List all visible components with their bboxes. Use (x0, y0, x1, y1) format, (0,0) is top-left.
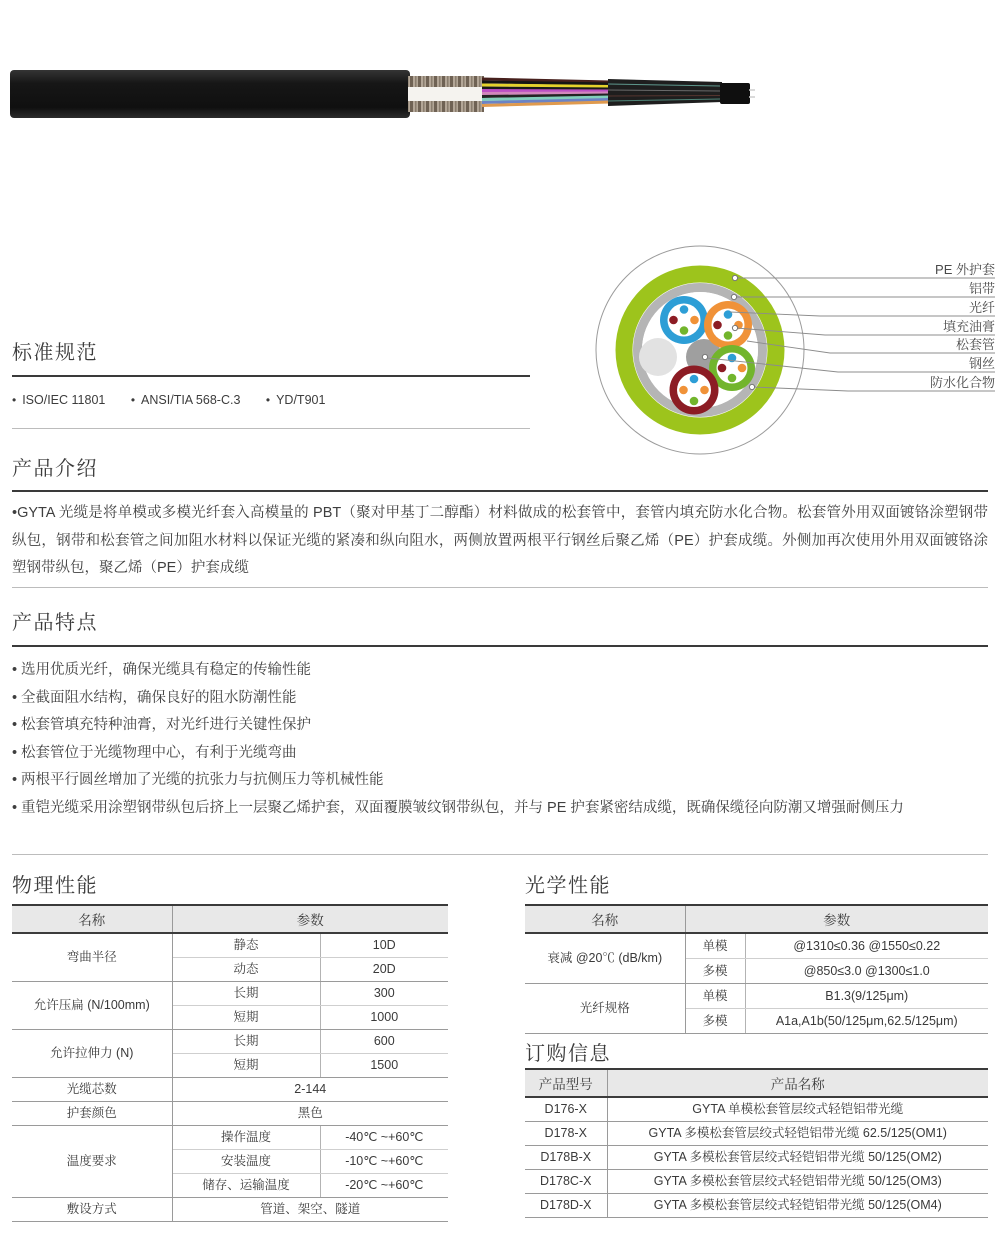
row-header: 允许拉伸力 (N) (12, 1030, 172, 1078)
row-header: 允许压扁 (N/100mm) (12, 982, 172, 1030)
diagram-label-water-blocking: 防水化合物 (929, 375, 995, 390)
table-cell: 黑色 (172, 1102, 448, 1126)
table-cell: 1000 (320, 1006, 448, 1030)
table-cell: 静态 (172, 933, 320, 958)
table-cell: 操作温度 (172, 1126, 320, 1150)
cable-photo (10, 64, 755, 126)
product-name: GYTA 多模松套管层绞式轻铠铝带光缆 50/125(OM2) (607, 1146, 988, 1170)
optical-table (525, 904, 988, 1034)
row-header: 温度要求 (12, 1126, 172, 1198)
cable-jacket (10, 70, 410, 118)
standard-item: • YD/T901 (266, 393, 326, 407)
ordering-table (525, 1068, 988, 1218)
product-name: GYTA 多模松套管层绞式轻铠铝带光缆 62.5/125(OM1) (607, 1122, 988, 1146)
introduction-title: 产品介绍 (12, 458, 98, 480)
product-model: D176-X (525, 1097, 607, 1122)
diagram-label-fiber: 光纤 (968, 300, 995, 315)
product-model: D178C-X (525, 1170, 607, 1194)
ordering-title: 订购信息 (525, 1043, 611, 1065)
row-header: 弯曲半径 (12, 933, 172, 982)
standards-title: 标准规范 (12, 342, 98, 364)
table-cell: -20℃ ~+60℃ (320, 1174, 448, 1198)
column-header: 参数 (172, 905, 448, 933)
column-header: 名称 (525, 905, 685, 933)
table-cell: 600 (320, 1030, 448, 1054)
table-cell: 2-144 (172, 1078, 448, 1102)
table-cell: 10D (320, 933, 448, 958)
column-header: 产品型号 (525, 1069, 607, 1097)
cable-armor (408, 76, 484, 112)
features-list (12, 657, 988, 822)
physical-table (12, 904, 448, 1222)
cable-fibers (482, 79, 610, 106)
table-cell: 管道、架空、隧道 (172, 1198, 448, 1222)
introduction-body: •GYTA 光缆是将单模或多模光纤套入高模量的 PBT（聚对甲基丁二醇酯）材料做成的松套管中，套管内填充防水化合物。松套管外用双面镀铬涂塑钢带纵包，钢带和松套管之间加阻水材料以保证光缆的紧凑和纵向阻水，两侧放置两根平行钢丝后聚乙烯（PE）护套成缆。外侧加再次使用外用双面镀铬涂塑钢带纵包，聚乙烯（PE）护套成缆 (12, 505, 988, 576)
physical-title: 物理性能 (12, 875, 98, 897)
product-model: D178-X (525, 1122, 607, 1146)
table-cell: 动态 (172, 958, 320, 982)
table-cell: 长期 (172, 1030, 320, 1054)
row-header: 光纤规格 (525, 984, 685, 1034)
product-name: GYTA 多模松套管层绞式轻铠铝带光缆 50/125(OM3) (607, 1170, 988, 1194)
column-header: 名称 (12, 905, 172, 933)
diagram-label-steel-wire: 钢丝 (968, 356, 995, 371)
table-cell: 短期 (172, 1054, 320, 1078)
table-cell: 单模 (685, 933, 745, 959)
row-header: 光缆芯数 (12, 1078, 172, 1102)
product-model: D178D-X (525, 1194, 607, 1218)
diagram-label-filling-gel: 填充油膏 (942, 319, 995, 334)
table-cell: 安装温度 (172, 1150, 320, 1174)
table-cell: 多模 (685, 959, 745, 984)
table-cell: B1.3(9/125μm) (745, 984, 988, 1009)
table-cell: @1310≤0.36 @1550≤0.22 (745, 933, 988, 959)
product-name: GYTA 多模松套管层绞式轻铠铝带光缆 50/125(OM4) (607, 1194, 988, 1218)
diagram-label-aluminum-tape: 铝带 (968, 281, 995, 296)
rule (12, 587, 988, 588)
optical-title: 光学性能 (525, 875, 611, 897)
column-header: 参数 (685, 905, 988, 933)
column-header: 产品名称 (607, 1069, 988, 1097)
standard-item: • ISO/IEC 11801 (12, 393, 105, 407)
feature-item: • 松套管位于光缆物理中心，有利于光缆弯曲 (12, 740, 988, 768)
cable-end-cap (720, 83, 750, 104)
row-header: 护套颜色 (12, 1102, 172, 1126)
table-cell: 多模 (685, 1009, 745, 1034)
features-title: 产品特点 (12, 612, 98, 634)
steel-wire-light (639, 338, 677, 376)
rule (12, 375, 530, 377)
rule (12, 645, 988, 647)
cable-strands (608, 79, 722, 106)
table-cell: 短期 (172, 1006, 320, 1030)
table-cell: 300 (320, 982, 448, 1006)
row-header: 敷设方式 (12, 1198, 172, 1222)
row-header: 衰减 @20℃ (dB/km) (525, 933, 685, 984)
product-model: D178B-X (525, 1146, 607, 1170)
table-cell: 储存、运输温度 (172, 1174, 320, 1198)
table-cell: A1a,A1b(50/125μm,62.5/125μm) (745, 1009, 988, 1034)
rule (12, 854, 988, 855)
loose-tube-orange (704, 301, 752, 349)
product-name: GYTA 单模松套管层绞式轻铠铝带光缆 (607, 1097, 988, 1122)
loose-tube-blue (660, 296, 708, 344)
rule (12, 428, 530, 429)
feature-item: • 松套管填充特种油膏，对光纤进行关键性保护 (12, 712, 988, 740)
cross-section-diagram (580, 238, 1000, 470)
rule (12, 490, 988, 492)
table-cell: -40℃ ~+60℃ (320, 1126, 448, 1150)
diagram-label-loose-tube: 松套管 (955, 337, 995, 352)
table-cell: -10℃ ~+60℃ (320, 1150, 448, 1174)
feature-item: • 选用优质光纤，确保光缆具有稳定的传输性能 (12, 657, 988, 685)
diagram-label-pe-sheath: PE 外护套 (935, 262, 995, 277)
feature-item: • 重铠光缆采用涂塑钢带纵包后挤上一层聚乙烯护套，双面覆膜皱纹钢带纵包，并与 PE 护套紧密结成缆，既确保缆径向防潮又增强耐侧压力 (12, 795, 988, 823)
standards-list (12, 393, 532, 407)
table-cell: 单模 (685, 984, 745, 1009)
feature-item: • 全截面阻水结构，确保良好的阻水防潮性能 (12, 685, 988, 713)
table-cell: 1500 (320, 1054, 448, 1078)
table-cell: 20D (320, 958, 448, 982)
loose-tube-red (670, 366, 719, 415)
feature-item: • 两根平行圆丝增加了光缆的抗张力与抗侧压力等机械性能 (12, 767, 988, 795)
standard-item: • ANSI/TIA 568-C.3 (131, 393, 241, 407)
table-cell: 长期 (172, 982, 320, 1006)
table-cell: @850≤3.0 @1300≤1.0 (745, 959, 988, 984)
